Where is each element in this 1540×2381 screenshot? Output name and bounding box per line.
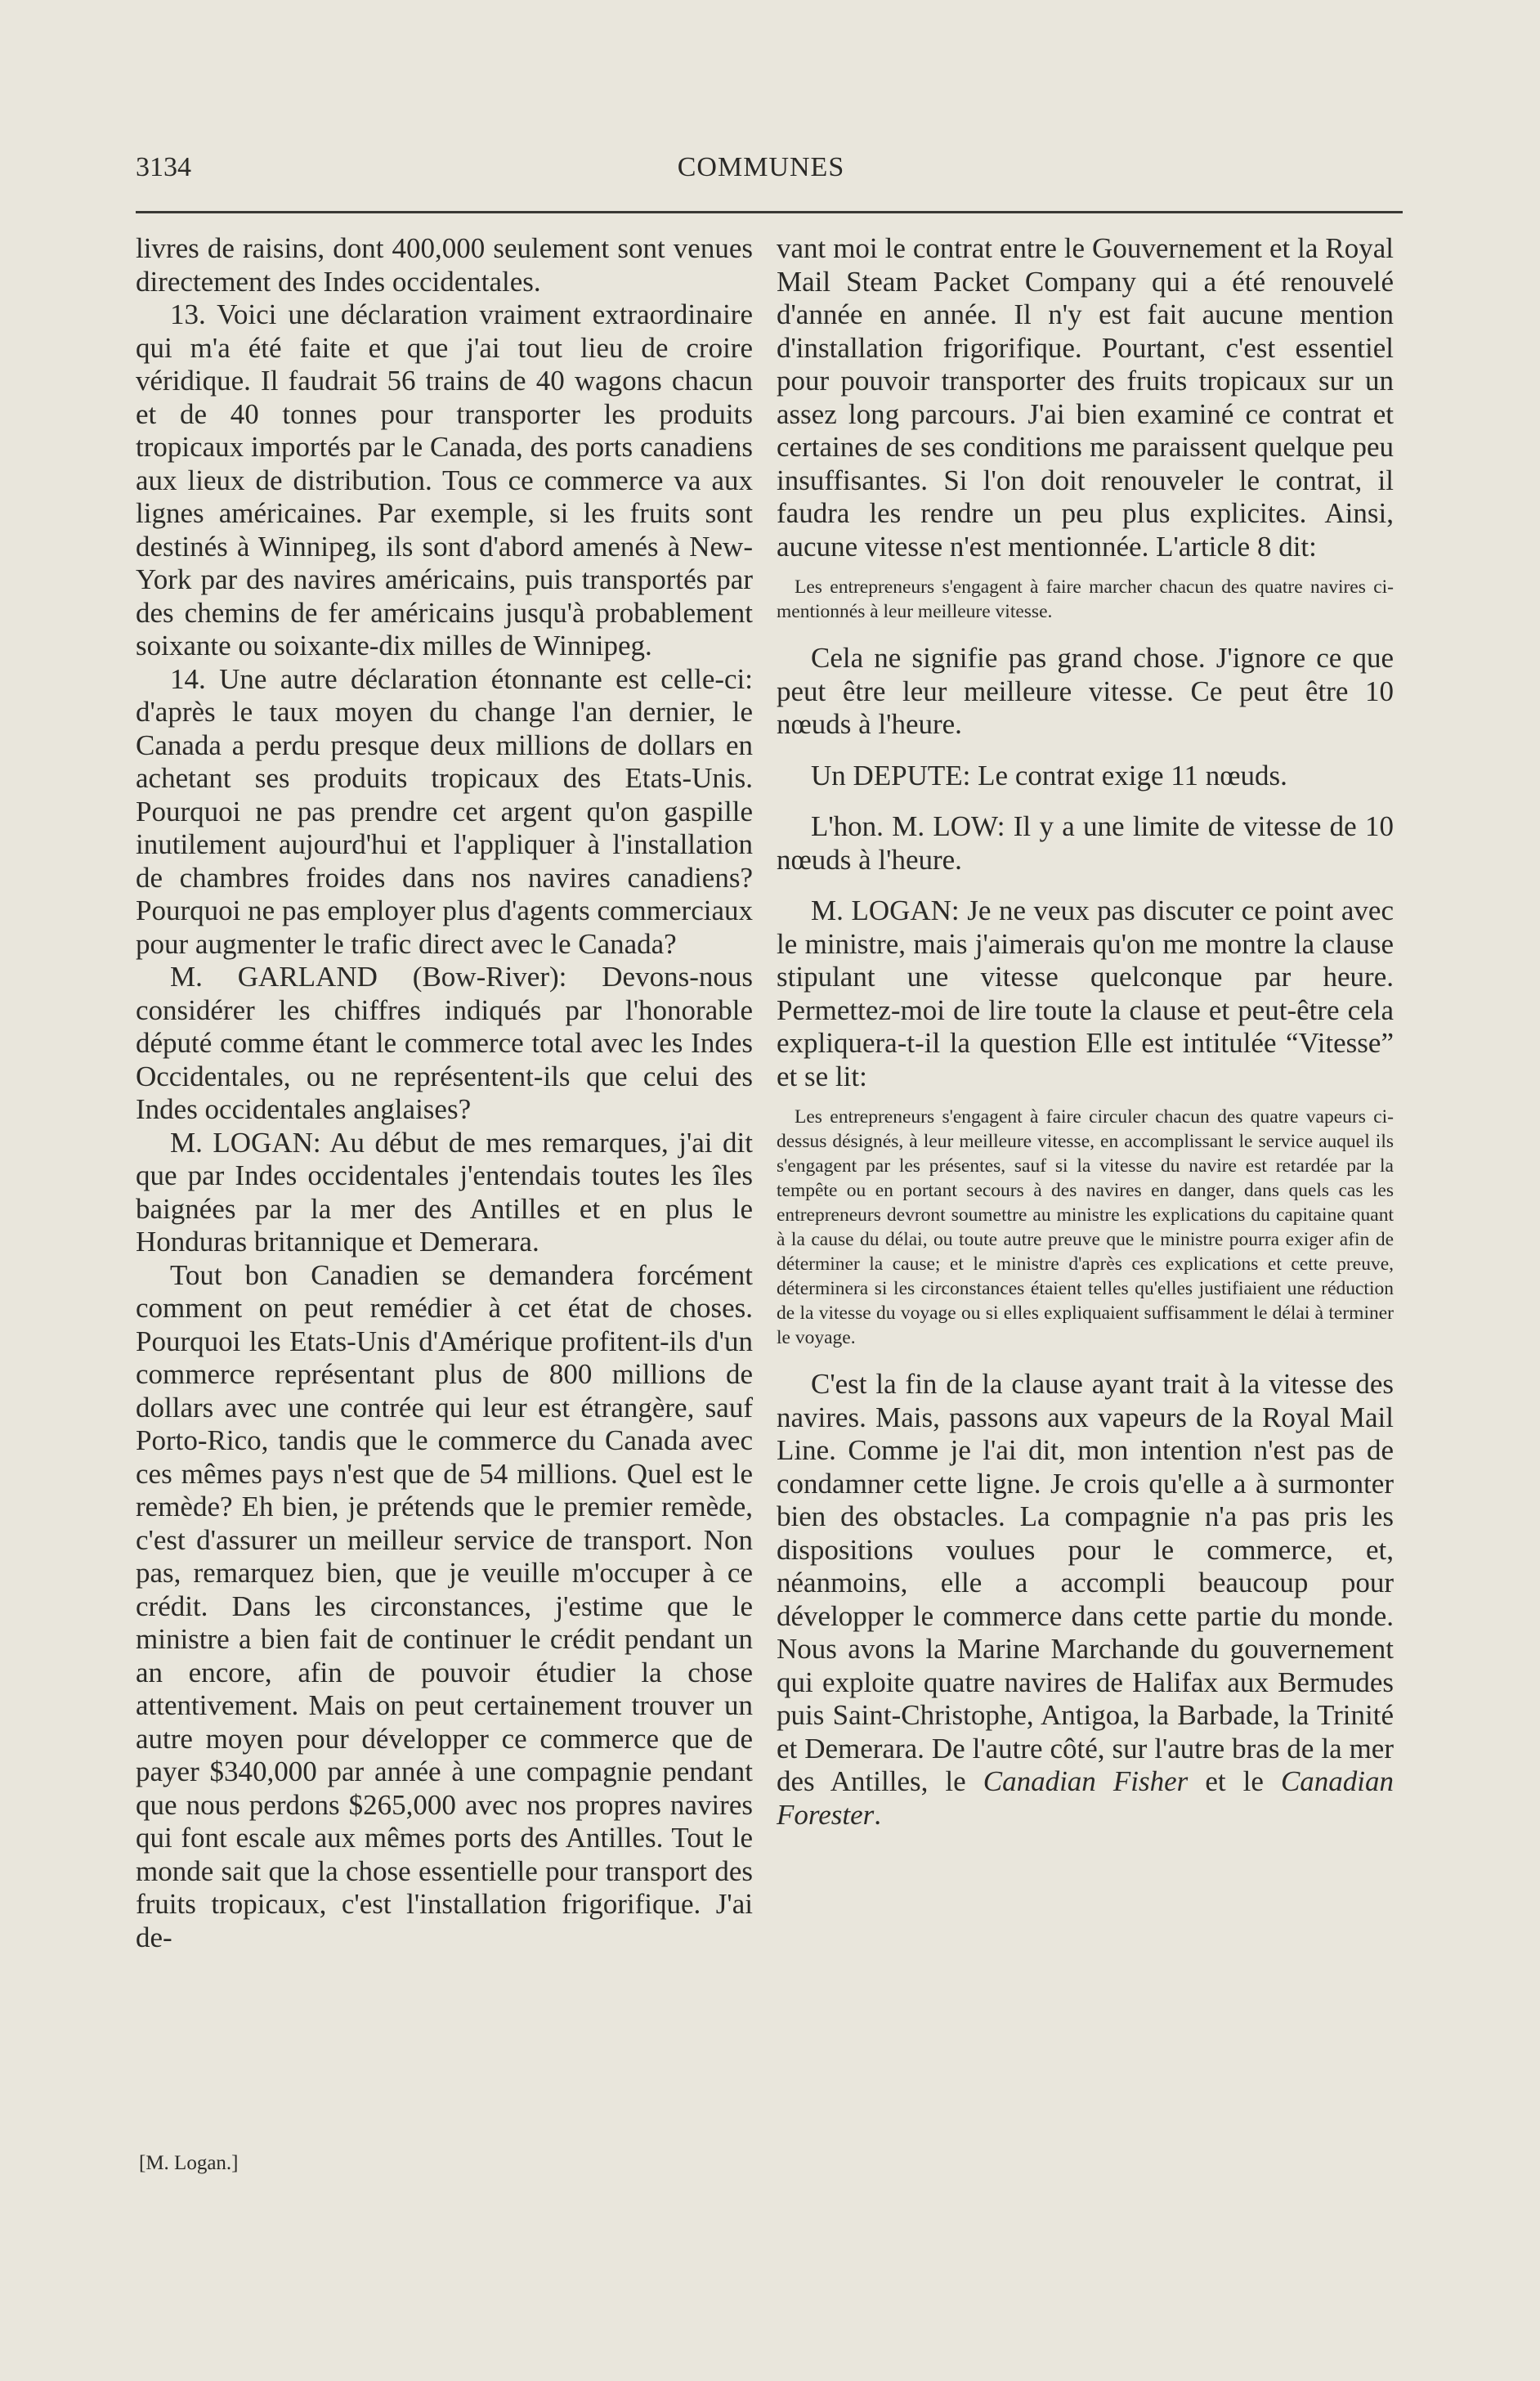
period: . bbox=[874, 1798, 881, 1831]
ship-name: Canadian Forester bbox=[777, 1765, 1395, 1831]
paragraph: livres de raisins, dont 400,000 seulement sont venues directement des Indes occidentales. bbox=[136, 232, 753, 298]
paragraph: 13. Voici une déclaration vraiment extraordinaire qui m'a été faite et que j'ai tout lieu de croire véridique. Il faudrait 56 trains de 40 wagons chacun et de 40 tonnes pour transporter les produits tropicaux importés par le Canada, des ports canadiens aux lieux de distribution. Tous ce commerce va aux lignes américaines. Par exemple, si les fruits sont destinés à Winnipeg, ils sont d'abord amenés à New-York par des navires américains, puis transportés par des chemins de fer américains jusqu'à probablement soixante ou soixante-dix milles de Winnipeg. bbox=[136, 298, 753, 661]
ship-name: Canadian Fisher bbox=[983, 1765, 1189, 1797]
paragraph-text: C'est la fin de la clause ayant trait à la vitesse des navires. Mais, passons aux vapeurs de la Royal Mail Line. Comme je l'ai dit, mon intention n'est pas de condamner cette ligne. Je crois qu'elle a à surmonter bien des obstacles. La compagnie n'a pas pris les dispositions voulues pour le commerce, et, néanmoins, elle a accompli beaucoup pour développer le commerce dans cette partie du monde. Nous avons la Marine Marchande du gouvernement qui exploite quatre navires de Halifax aux Bermudes puis Saint-Christophe, Antigoa, la Barbade, la Trinité et Demerara. De l'autre côté, sur l'autre bras de la mer des Antilles, le bbox=[777, 1368, 1394, 1797]
paragraph: L'hon. M. LOW: Il y a une limite de vitesse de 10 nœuds à l'heure. bbox=[777, 810, 1394, 876]
paragraph: M. GARLAND (Bow-River): Devons-nous considérer les chiffres indiqués par l'honorable député comme étant le commerce total avec les Indes Occidentales, ou ne représentent-ils que celui des Indes occidentales anglaises? bbox=[136, 961, 753, 1125]
paragraph: Un DEPUTE: Le contrat exige 11 nœuds. bbox=[811, 759, 1287, 791]
connector-text: et le bbox=[1205, 1765, 1264, 1797]
paragraph: M. LOGAN: Je ne veux pas discuter ce point avec le ministre, mais j'aimerais qu'on me montre la clause stipulant une vitesse quelconque par heure. Permettez-moi de lire toute la clause et peut-être cela expliquera-t-il la question Elle est intitulée “Vitesse” et se lit: bbox=[777, 895, 1394, 1092]
paragraph: vant moi le contrat entre le Gouvernement et la Royal Mail Steam Packet Company qui a été renouvelé d'année en année. Il n'y est fait aucune mention d'installation frigorifique. Pourtant, c'est essentiel pour pouvoir transporter des fruits tropicaux sur un assez long parcours. J'ai bien examiné ce contrat et certaines de ses conditions me paraissent quelque peu insuffisantes. Si l'on doit renouveler le contrat, il faudra les rendre un peu plus explicites. Ainsi, aucune vitesse n'est mentionnée. L'article 8 dit: bbox=[777, 232, 1394, 563]
paragraph bbox=[777, 1368, 1394, 1832]
header-rule bbox=[136, 211, 1403, 213]
left-column bbox=[136, 232, 753, 1954]
page-header bbox=[136, 152, 1386, 193]
block-quote: Les entrepreneurs s'engagent à faire marcher chacun des quatre navires ci-mentionnés à leur meilleure vitesse. bbox=[777, 576, 1394, 622]
paragraph: Cela ne signifie pas grand chose. J'ignore ce que peut être leur meilleure vitesse. Ce peut être 10 nœuds à l'heure. bbox=[777, 642, 1394, 740]
paragraph: 14. Une autre déclaration étonnante est celle-ci: d'après le taux moyen du change l'an dernier, le Canada a perdu presque deux millions de dollars en achetant ses produits tropicaux des Etats-Unis. Pourquoi ne pas prendre cet argent qu'on gaspille inutilement aujourd'hui et l'appliquer à l'installation de chambres froides dans nos navires canadiens? Pourquoi ne pas employer plus d'agents commerciaux pour augmenter le trafic direct avec le Canada? bbox=[136, 662, 753, 960]
running-title: COMMUNES bbox=[677, 152, 845, 182]
speaker-footer: [M. Logan.] bbox=[139, 2152, 239, 2174]
paragraph: Tout bon Canadien se demandera forcément comment on peut remédier à cet état de choses. Pourquoi les Etats-Unis d'Amérique profitent-ils d'un commerce représentant plus de 800 millions de dollars avec une contrée qui leur est étrangère, sauf Porto-Rico, tandis que le commerce du Canada avec ces mêmes pays n'est que de 54 millions. Quel est le remède? Eh bien, je prétends que le premier remède, c'est d'assurer un meilleur service de transport. Non pas, remarquez bien, que je veuille m'occuper à ce crédit. Dans les circonstances, j'estime que le ministre a bien fait de continuer le crédit pendant un an encore, afin de pouvoir étudier la chose attentivement. Mais on peut certainement trouver un autre moyen pour développer ce commerce que de payer $340,000 par année à une compagnie pendant que nous perdons $265,000 avec nos propres navires qui font escale aux mêmes ports des Antilles. Tout le monde sait que la chose essentielle pour transport des fruits tropicaux, c'est l'installation frigorifique. J'ai de- bbox=[136, 1258, 753, 1953]
right-column bbox=[777, 232, 1394, 1832]
page-number: 3134 bbox=[136, 152, 191, 182]
paragraph: M. LOGAN: Au début de mes remarques, j'ai dit que par Indes occidentales j'entendais toutes les îles baignées par la mer des Antilles et en plus le Honduras britannique et Demerara. bbox=[136, 1126, 753, 1258]
block-quote: Les entrepreneurs s'engagent à faire circuler chacun des quatre vapeurs ci-dessus désignés, à leur meilleure vitesse, en accomplissant le service auquel ils s'engagent par les présentes, sauf si la vitesse du navire est retardée par la tempête ou en portant secours à des navires en danger, dans quels cas les entrepreneurs devront soumettre au ministre les explications du capitaine quant à la cause du délai, ou toute autre preuve que le ministre pourra exiger afin de déterminer la cause; et le ministre d'après ces explications et cette preuve, déterminera si les circonstances étaient telles qu'elles justifiaient une réduction de la vitesse du voyage ou si elles expliquaient suffisamment le délai à terminer le voyage. bbox=[777, 1106, 1394, 1348]
